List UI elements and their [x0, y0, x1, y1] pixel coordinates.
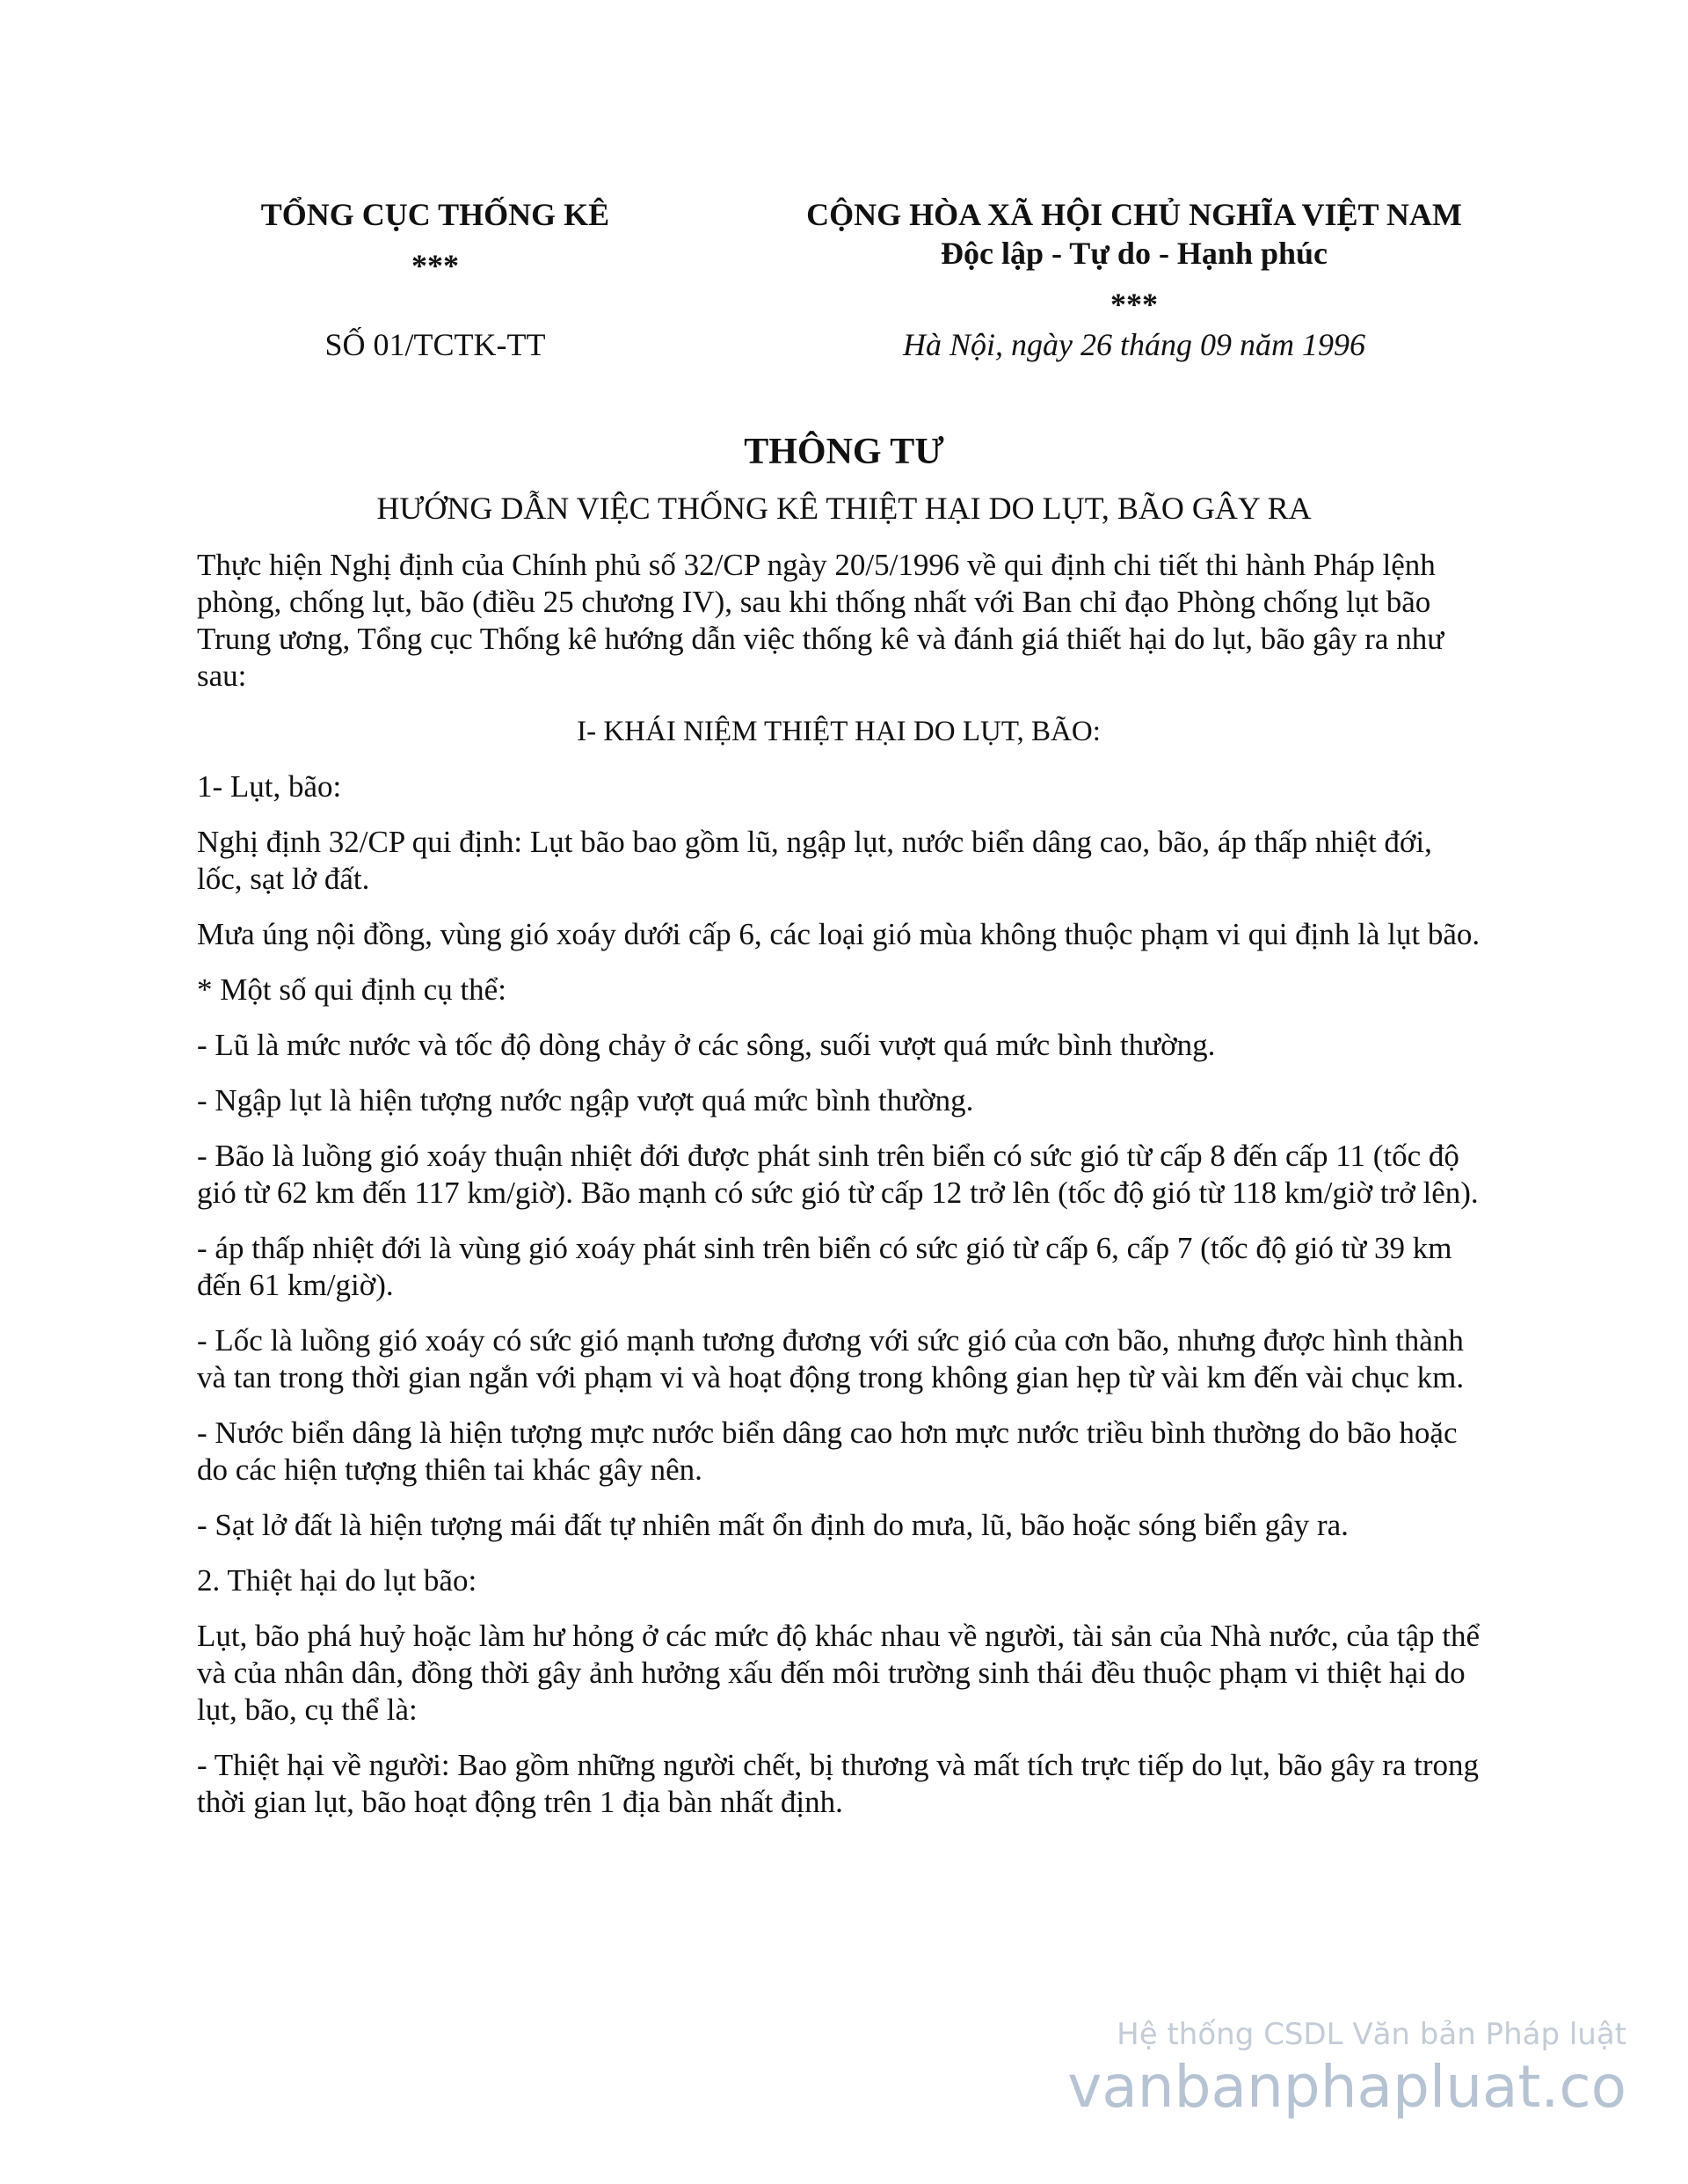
paragraph: Nghị định 32/CP qui định: Lụt bão bao gồm lũ, ngập lụt, nước biển dâng cao, bão, áp thấp nhiệt đới, lốc, sạt lở đất.: [197, 825, 1432, 896]
header-left-org: TỔNG CỤC THỐNG KÊ: [260, 197, 610, 232]
list-item: - Lũ là mức nước và tốc độ dòng chảy ở các sông, suối vượt quá mức bình thường.: [197, 1028, 1216, 1062]
header-left-stars: ***: [411, 248, 459, 283]
list-item: - Ngập lụt là hiện tượng nước ngập vượt quá mức bình thường.: [197, 1083, 974, 1117]
list-item: - áp thấp nhiệt đới là vùng gió xoáy phát sinh trên biển có sức gió từ cấp 6, cấp 7 (tốc độ gió từ 39 km đến 61 km/giờ).: [197, 1231, 1452, 1302]
watermark: [1067, 2015, 1626, 2121]
header-country-name: CỘNG HÒA XÃ HỘI CHỦ NGHĨA VIỆT NAM: [806, 197, 1462, 232]
list-item: - Nước biển dâng là hiện tượng mực nước biển dâng cao hơn mực nước triều bình thường do bão hoặc do các hiện tượng thiên tai khác gây nên.: [197, 1416, 1458, 1487]
subsection-heading: 1- Lụt, bão:: [197, 769, 342, 804]
subsection-heading: 2. Thiệt hại do lụt bão:: [197, 1563, 477, 1598]
document-number: SỐ 01/TCTK-TT: [324, 327, 546, 362]
paragraph: Mưa úng nội đồng, vùng gió xoáy dưới cấp 6, các loại gió mùa không thuộc phạm vi qui định là lụt bão.: [197, 917, 1481, 951]
header-right-stars: ***: [1110, 287, 1158, 322]
paragraph: Lụt, bão phá huỷ hoặc làm hư hỏng ở các mức độ khác nhau về người, tài sản của Nhà nước, của tập thể và của nhân dân, đồng thời gây ảnh hưởng xấu đến môi trường sinh thái đều thuộc phạm vi thiệt hại do lụt, bão, cụ thể là:: [197, 1619, 1480, 1727]
list-item: - Sạt lở đất là hiện tượng mái đất tự nhiên mất ổn định do mưa, lũ, bão hoặc sóng biển gây ra.: [197, 1508, 1349, 1542]
header-motto: Độc lập - Tự do - Hạnh phúc: [940, 236, 1328, 271]
document-date: Hà Nội, ngày 26 tháng 09 năm 1996: [903, 327, 1365, 362]
paragraph-intro: Thực hiện Nghị định của Chính phủ số 32/CP ngày 20/5/1996 về qui định chi tiết thi hành Pháp lệnh phòng, chống lụt, bão (điều 25 chương IV), sau khi thống nhất với Ban chỉ đạo Phòng chống lụt bão Trung ương, Tổng cục Thống kê hướng dẫn việc thống kê và đánh giá thiết hại do lụt, bão gây ra như sau:: [197, 548, 1444, 693]
paragraph: * Một số qui định cụ thể:: [197, 972, 506, 1007]
watermark-site: vanbanphapluat.co: [1067, 2053, 1626, 2121]
document-subtitle: HƯỚNG DẪN VIỆC THỐNG KÊ THIỆT HẠI DO LỤT, BÃO GÂY RA: [376, 491, 1312, 526]
section-heading: I- KHÁI NIỆM THIỆT HẠI DO LỤT, BÃO:: [577, 716, 1101, 747]
list-item: - Lốc là luồng gió xoáy có sức gió mạnh tương đương với sức gió của cơn bão, nhưng được hình thành và tan trong thời gian ngắn với phạm vi và hoạt động trong không gian hẹp từ vài km đến vài chục km.: [197, 1323, 1465, 1394]
document-body: [197, 547, 1481, 1839]
list-item: - Bão là luồng gió xoáy thuận nhiệt đới được phát sinh trên biển có sức gió từ cấp 8 đến cấp 11 (tốc độ gió từ 62 km đến 117 km/giờ). Bão mạnh có sức gió từ cấp 12 trở lên (tốc độ gió từ 118 km/giờ trở lên).: [197, 1139, 1479, 1210]
document-title: THÔNG TƯ: [744, 432, 944, 472]
watermark-caption: Hệ thống CSDL Văn bản Pháp luật: [1117, 2017, 1626, 2052]
list-item: - Thiệt hại về người: Bao gồm những người chết, bị thương và mất tích trực tiếp do lụt, bão gây ra trong thời gian lụt, bão hoạt động trên 1 địa bàn nhất định.: [197, 1748, 1480, 1819]
